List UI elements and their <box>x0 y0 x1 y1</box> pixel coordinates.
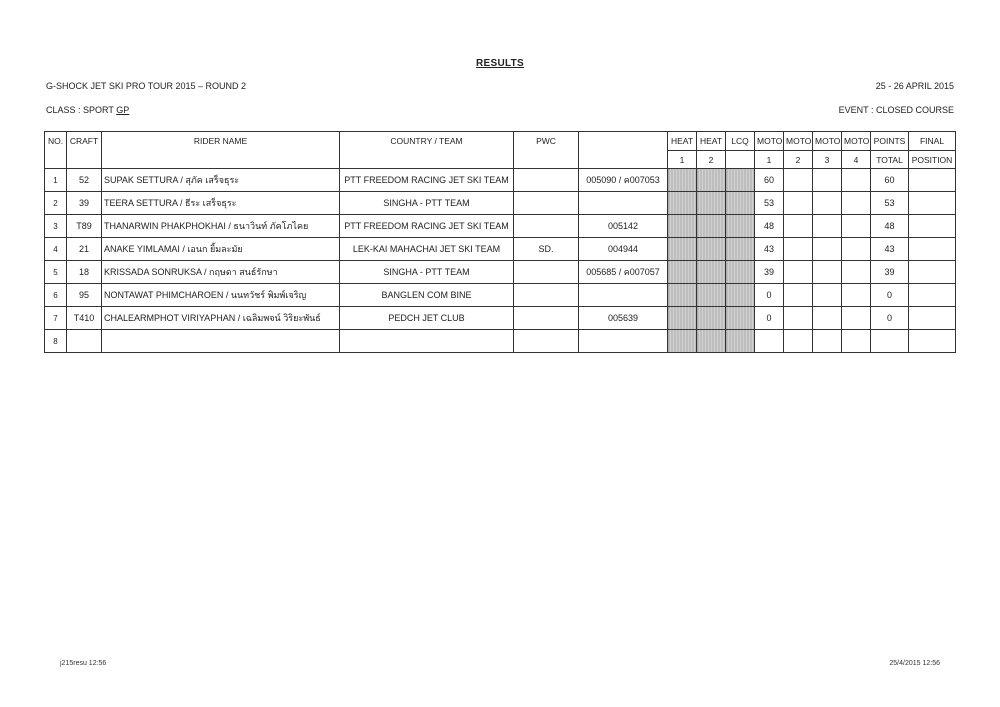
cell-moto-1: 53 <box>755 192 784 215</box>
table-row <box>45 307 956 330</box>
cell-registration: 005090 / ค007053 <box>579 169 668 192</box>
cell-pwc <box>514 284 579 307</box>
cell-registration <box>579 284 668 307</box>
cell-no: 2 <box>45 192 67 215</box>
col-total: TOTAL <box>871 151 909 169</box>
cell-heat-1 <box>668 192 697 215</box>
cell-team: PTT FREEDOM RACING JET SKI TEAM <box>340 215 514 238</box>
cell-total: 0 <box>871 307 909 330</box>
cell-no: 7 <box>45 307 67 330</box>
table-row <box>45 192 956 215</box>
cell-lcq <box>726 169 755 192</box>
cell-moto-4 <box>842 261 871 284</box>
col-craft: CRAFT <box>67 132 102 151</box>
cell-moto-4 <box>842 169 871 192</box>
cell-heat-2 <box>697 238 726 261</box>
class-header <box>46 105 954 115</box>
col-team: COUNTRY / TEAM <box>340 132 514 151</box>
cell-moto-2 <box>784 330 813 353</box>
cell-moto-4 <box>842 215 871 238</box>
col-final: FINAL <box>909 132 956 151</box>
event-date: 25 - 26 APRIL 2015 <box>875 81 954 91</box>
cell-team: BANGLEN COM BINE <box>340 284 514 307</box>
cell-position <box>909 238 956 261</box>
cell-pwc: SD. <box>514 238 579 261</box>
col-moto-4: MOTO <box>842 132 871 151</box>
col-pwc: PWC <box>514 132 579 151</box>
cell-rider: TEERA SETTURA / ธีระ เสร็จธุระ <box>102 192 340 215</box>
cell-moto-1: 0 <box>755 307 784 330</box>
cell-position <box>909 261 956 284</box>
cell-moto-4 <box>842 238 871 261</box>
cell-moto-4 <box>842 284 871 307</box>
cell-heat-2 <box>697 330 726 353</box>
cell-moto-4 <box>842 307 871 330</box>
col-moto-3-num: 3 <box>813 151 842 169</box>
cell-heat-1 <box>668 238 697 261</box>
cell-craft: 52 <box>67 169 102 192</box>
results-table <box>44 131 956 353</box>
col-heat-2: HEAT <box>697 132 726 151</box>
cell-moto-3 <box>813 261 842 284</box>
cell-moto-2 <box>784 307 813 330</box>
col-heat-1: HEAT <box>668 132 697 151</box>
cell-moto-1 <box>755 330 784 353</box>
cell-total: 48 <box>871 215 909 238</box>
cell-registration <box>579 192 668 215</box>
cell-lcq <box>726 330 755 353</box>
cell-pwc <box>514 169 579 192</box>
cell-moto-1: 0 <box>755 284 784 307</box>
cell-team: SINGHA - PTT TEAM <box>340 192 514 215</box>
cell-total <box>871 330 909 353</box>
cell-rider: THANARWIN PHAKPHOKHAI / ธนาวินท์ ภัคโภไคย <box>102 215 340 238</box>
cell-heat-1 <box>668 330 697 353</box>
cell-craft: T410 <box>67 307 102 330</box>
table-row <box>45 238 956 261</box>
class-value: GP <box>116 105 130 115</box>
footer-file: j215resu 12:56 <box>60 660 107 667</box>
cell-position <box>909 284 956 307</box>
cell-moto-2 <box>784 284 813 307</box>
cell-moto-3 <box>813 307 842 330</box>
cell-registration: 005142 <box>579 215 668 238</box>
cell-position <box>909 192 956 215</box>
cell-team: LEK-KAI MAHACHAI JET SKI TEAM <box>340 238 514 261</box>
footer-timestamp: 25/4/2015 12:56 <box>889 660 940 667</box>
cell-rider: SUPAK SETTURA / สุภัค เสร็จธุระ <box>102 169 340 192</box>
cell-rider: NONTAWAT PHIMCHAROEN / นนทวัชร์ พิมพ์เจริญ <box>102 284 340 307</box>
table-row <box>45 330 956 353</box>
cell-moto-2 <box>784 215 813 238</box>
cell-moto-3 <box>813 192 842 215</box>
cell-team: SINGHA - PTT TEAM <box>340 261 514 284</box>
class-label: CLASS : SPORT <box>46 105 117 115</box>
cell-craft: T89 <box>67 215 102 238</box>
cell-no: 4 <box>45 238 67 261</box>
cell-craft: 21 <box>67 238 102 261</box>
header-row-2 <box>45 151 956 169</box>
col-points: POINTS <box>871 132 909 151</box>
cell-lcq <box>726 307 755 330</box>
col-moto-1-num: 1 <box>755 151 784 169</box>
cell-team: PTT FREEDOM RACING JET SKI TEAM <box>340 169 514 192</box>
cell-moto-3 <box>813 215 842 238</box>
cell-heat-1 <box>668 215 697 238</box>
cell-moto-2 <box>784 192 813 215</box>
cell-craft: 95 <box>67 284 102 307</box>
cell-heat-2 <box>697 307 726 330</box>
table-row <box>45 284 956 307</box>
event-type: EVENT : CLOSED COURSE <box>838 105 954 115</box>
cell-pwc <box>514 261 579 284</box>
cell-position <box>909 330 956 353</box>
cell-pwc <box>514 215 579 238</box>
cell-registration: 004944 <box>579 238 668 261</box>
cell-moto-1: 43 <box>755 238 784 261</box>
cell-heat-1 <box>668 284 697 307</box>
cell-total: 53 <box>871 192 909 215</box>
cell-heat-2 <box>697 215 726 238</box>
cell-no: 3 <box>45 215 67 238</box>
cell-lcq <box>726 261 755 284</box>
cell-moto-1: 48 <box>755 215 784 238</box>
col-heat-1-num: 1 <box>668 151 697 169</box>
cell-position <box>909 169 956 192</box>
cell-craft <box>67 330 102 353</box>
cell-moto-3 <box>813 284 842 307</box>
cell-team <box>340 330 514 353</box>
cell-heat-1 <box>668 307 697 330</box>
event-name: G-SHOCK JET SKI PRO TOUR 2015 – ROUND 2 <box>46 81 247 91</box>
cell-total: 43 <box>871 238 909 261</box>
col-moto-4-num: 4 <box>842 151 871 169</box>
cell-team: PEDCH JET CLUB <box>340 307 514 330</box>
col-moto-2-num: 2 <box>784 151 813 169</box>
cell-moto-4 <box>842 192 871 215</box>
cell-heat-2 <box>697 169 726 192</box>
cell-position <box>909 307 956 330</box>
cell-moto-1: 60 <box>755 169 784 192</box>
cell-total: 60 <box>871 169 909 192</box>
cell-rider <box>102 330 340 353</box>
cell-pwc <box>514 192 579 215</box>
cell-moto-2 <box>784 238 813 261</box>
cell-rider: ANAKE YIMLAMAI / เอนก ยิ้มละมัย <box>102 238 340 261</box>
cell-no: 1 <box>45 169 67 192</box>
cell-heat-2 <box>697 284 726 307</box>
cell-moto-4 <box>842 330 871 353</box>
cell-moto-2 <box>784 169 813 192</box>
cell-lcq <box>726 238 755 261</box>
col-registration <box>579 132 668 151</box>
cell-position <box>909 215 956 238</box>
table-row <box>45 215 956 238</box>
cell-moto-3 <box>813 169 842 192</box>
cell-lcq <box>726 192 755 215</box>
col-moto-3: MOTO <box>813 132 842 151</box>
cell-heat-2 <box>697 192 726 215</box>
cell-pwc <box>514 330 579 353</box>
page-title: RESULTS <box>475 58 525 69</box>
cell-moto-3 <box>813 238 842 261</box>
cell-lcq <box>726 215 755 238</box>
cell-moto-1: 39 <box>755 261 784 284</box>
cell-registration: 005639 <box>579 307 668 330</box>
cell-moto-2 <box>784 261 813 284</box>
table-row <box>45 169 956 192</box>
table-row <box>45 261 956 284</box>
col-moto-2: MOTO <box>784 132 813 151</box>
cell-no: 8 <box>45 330 67 353</box>
cell-heat-1 <box>668 261 697 284</box>
cell-moto-3 <box>813 330 842 353</box>
cell-rider: KRISSADA SONRUKSA / กฤษดา สนธ์รักษา <box>102 261 340 284</box>
cell-registration: 005685 / ค007057 <box>579 261 668 284</box>
cell-craft: 39 <box>67 192 102 215</box>
cell-pwc <box>514 307 579 330</box>
cell-heat-1 <box>668 169 697 192</box>
col-position: POSITION <box>909 151 956 169</box>
cell-total: 39 <box>871 261 909 284</box>
cell-heat-2 <box>697 261 726 284</box>
cell-lcq <box>726 284 755 307</box>
col-heat-2-num: 2 <box>697 151 726 169</box>
cell-registration <box>579 330 668 353</box>
cell-no: 6 <box>45 284 67 307</box>
header-row-1 <box>45 132 956 151</box>
event-header <box>46 81 954 91</box>
col-no: NO. <box>45 132 67 151</box>
col-rider: RIDER NAME <box>102 132 340 151</box>
col-moto-1: MOTO <box>755 132 784 151</box>
col-lcq: LCQ <box>726 132 755 151</box>
cell-rider: CHALEARMPHOT VIRIYAPHAN / เฉลิมพจน์ วิริยะพันธ์ <box>102 307 340 330</box>
cell-craft: 18 <box>67 261 102 284</box>
cell-no: 5 <box>45 261 67 284</box>
cell-total: 0 <box>871 284 909 307</box>
